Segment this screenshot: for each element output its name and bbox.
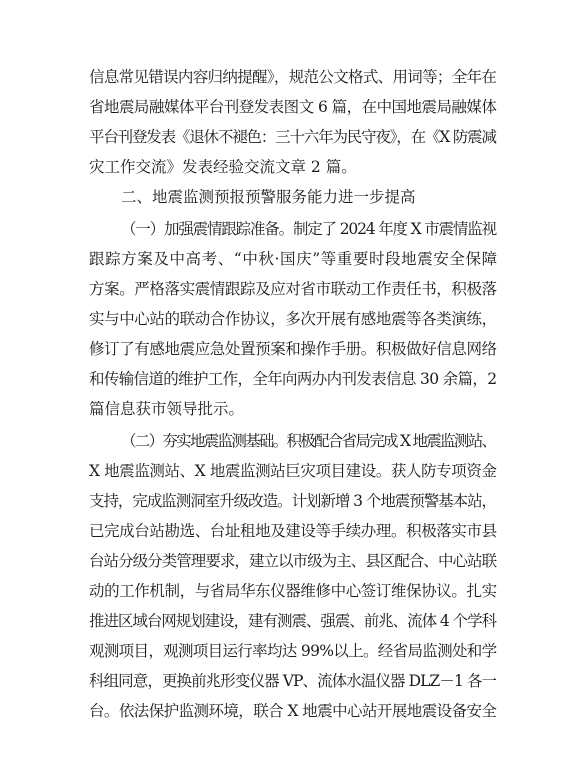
text-line	[0, 152, 586, 182]
text-line	[0, 92, 586, 122]
text-line	[0, 426, 586, 456]
text-line	[0, 606, 586, 636]
text-line	[0, 456, 586, 486]
text-line-content: 和传输信道的维护工作，全年向两办内刊发表信息 30 余篇，2	[89, 370, 497, 388]
text-line	[0, 576, 586, 606]
text-line	[0, 304, 586, 334]
text-line-content: 省地震局融媒体平台刊登发表图文 6 篇，在中国地震局融媒体	[89, 98, 497, 116]
text-line-content: 支持，完成监测洞室升级改造。计划新增 3 个地震预警基本站，	[89, 492, 497, 510]
section-heading	[0, 182, 586, 212]
text-line-content: 台。依法保护监测环境，联合 X 地震中心站开展地震设备安全	[89, 702, 497, 720]
text-line-content: 动的工作机制，与省局华东仪器维修中心签订维保协议。扎实	[89, 582, 497, 600]
text-line-content: 科组同意，更换前兆形变仪器 VP、流体水温仪器 DLZ－1 各一	[89, 672, 497, 690]
text-line-content: 跟踪方案及中高考、“中秋·国庆”等重要时段地震安全保障	[89, 250, 498, 268]
text-line	[0, 244, 586, 274]
text-line	[0, 394, 586, 424]
text-line-content: 实与中心站的联动合作协议，多次开展有感地震等各类演练，	[89, 310, 497, 328]
text-line	[0, 364, 586, 394]
text-line	[0, 636, 586, 666]
section-heading-text: 二、地震监测预报预警服务能力进一步提高	[121, 188, 416, 206]
text-line-content: 台站分级分类管理要求，建立以市级为主、县区配合、中心站联	[89, 552, 497, 570]
text-line	[0, 666, 586, 696]
text-line	[0, 546, 586, 576]
text-line	[0, 62, 586, 92]
text-line-content: 篇信息获市领导批示。	[89, 400, 245, 418]
text-line-content: 平台刊登发表《退休不褪色：三十六年为民守夜》，在《X 防震减	[89, 128, 496, 146]
text-line-content: 已完成台站勘选、台址租地及建设等手续办理。积极落实市县	[89, 522, 497, 540]
text-line-content: X 地震监测站、X 地震监测站巨灾项目建设。获人防专项资金	[89, 462, 497, 480]
text-line	[0, 334, 586, 364]
text-line-content: 修订了有感地震应急处置预案和操作手册。积极做好信息网络	[89, 340, 497, 358]
text-line	[0, 274, 586, 304]
text-line	[0, 122, 586, 152]
text-line-content: 灾工作交流》发表经验交流文章 2 篇。	[89, 158, 357, 176]
text-line	[0, 516, 586, 546]
text-line-content: （二）夯实地震监测基础。积极配合省局完成 X 地震监测站、	[121, 432, 496, 450]
text-line-content: 推进区域台网规划建设，建有测震、强震、前兆、流体 4 个学科	[89, 612, 497, 630]
text-line-content: （一）加强震情跟踪准备。制定了 2024 年度 X 市震情监视	[121, 220, 496, 238]
text-line-content: 观测项目，观测项目运行率均达 99%以上。经省局监测处和学	[89, 642, 497, 660]
text-line	[0, 486, 586, 516]
text-line-content: 方案。严格落实震情跟踪及应对省市联动工作责任书，积极落	[89, 280, 497, 298]
text-line-content: 信息常见错误内容归纳提醒》，规范公文格式、用词等；全年在	[89, 68, 497, 86]
text-line	[0, 214, 586, 244]
text-line	[0, 696, 586, 726]
